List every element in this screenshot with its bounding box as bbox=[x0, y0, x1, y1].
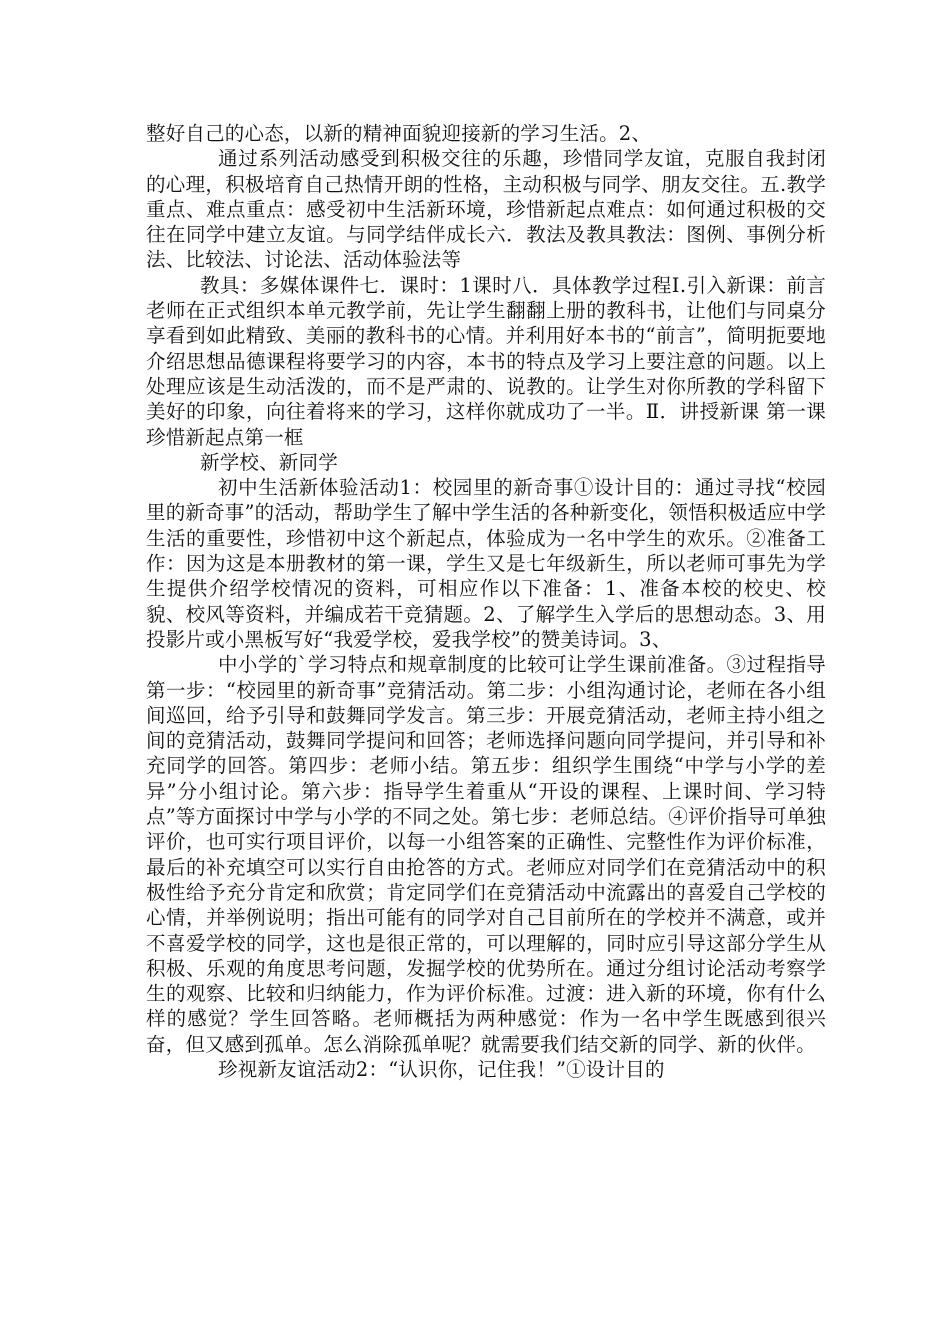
paragraph-7: 珍视新友谊活动2：“认识你，记住我！”①设计目的 bbox=[218, 1057, 665, 1081]
paragraph-5: 初中生活新体验活动1：校园里的新奇事①设计目的：通过寻找“校园里的新奇事”的活动，帮助学生了解中学生活的各种新变化，领悟积极适应中学生活的重要性，珍惜初中这个新起点，体验成为一名中学生的欢乐。②准备工作：因为这是本册教材的第一课，学生又是七年级新生，所以老师可事先为学生提供介绍学校情况的资料，可相应作以下准备：1、准备本校的校史、校貌、校风等资料，并编成若干竞猜题。2、了解学生入学后的思想动态。3、用投影片或小黑板写好“我爱学校，爱我学校”的赞美诗词。3、 bbox=[146, 476, 826, 651]
paragraph-3: 教具：多媒体课件七．课时：1课时八．具体教学过程Ⅰ.引入新课：前言老师在正式组织本单元教学前，先让学生翻翻上册的教科书，让他们与同桌分享看到如此精致、美丽的教科书的心情。并利用好本书的“前言”，简明扼要地介绍思想品德课程将要学习的内容，本书的特点及学习上要注意的问题。以上处理应该是生动活泼的，而不是严肃的、说教的。让学生对你所教的学科留下美好的印象，向往着将来的学习，这样你就成功了一半。Ⅱ．讲授新课 第一课 珍惜新起点第一框 bbox=[146, 273, 853, 449]
paragraph-6: 中小学的`学习特点和规章制度的比较可让学生课前准备。③过程指导第一步：“校园里的新奇事”竞猜活动。第二步：小组沟通讨论，老师在各小组间巡回，给予引导和鼓舞同学发言。第三步：开展竞猜活动，老师主持小组之间的竞猜活动，鼓舞同学提问和回答；老师选择问题向同学提问，并引导和补充同学的回答。第四步：老师小结。第五步：组织学生围绕“中学与小学的差异”分小组讨论。第六步：指导学生着重从“开设的课程、上课时间、学习特点”等方面探讨中学与小学的不同之处。第七步：老师总结。④评价指导可单独评价，也可实行项目评价，以每一小组答案的正确性、完整性作为评价标准，最后的补充填空可以实行自由抢答的方式。老师应对同学们在竞猜活动中的积极性给予充分肯定和欣赏；肯定同学们在竞猜活动中流露出的喜爱自己学校的心情，并举例说明；指出可能有的同学对自己目前所在的学校并不满意，或并不喜爱学校的同学，这也是很正常的，可以理解的，同时应引导这部分学生从积极、乐观的角度思考问题，发掘学校的优势所在。通过分组讨论活动考察学生的观察、比较和归纳能力，作为评价标准。过渡：进入新的环境，你有什么样的感觉？学生回答略。老师概括为两种感觉：作为一名中学生既感到很兴奋，但又感到孤单。怎么消除孤单呢？就需要我们结交新的同学、新的伙伴。 bbox=[146, 653, 826, 1056]
paragraph-2: 通过系列活动感受到积极交往的乐趣，珍惜同学友谊，克服自我封闭的心理，积极培育自己热情开朗的性格，主动积极与同学、朋友交往。五.教学重点、难点重点：感受初中生活新环境，珍惜新起点难点：如何通过积极的交往在同学中建立友谊。与同学结伴成长六．教法及教具教法：图例、事例分析法、比较法、讨论法、活动体验法等 bbox=[146, 147, 826, 272]
paragraph-4: 新学校、新同学 bbox=[200, 450, 338, 474]
paragraph-1: 整好自己的心态，以新的精神面貌迎接新的学习生活。2、 bbox=[146, 122, 652, 145]
document-body bbox=[146, 121, 853, 1082]
